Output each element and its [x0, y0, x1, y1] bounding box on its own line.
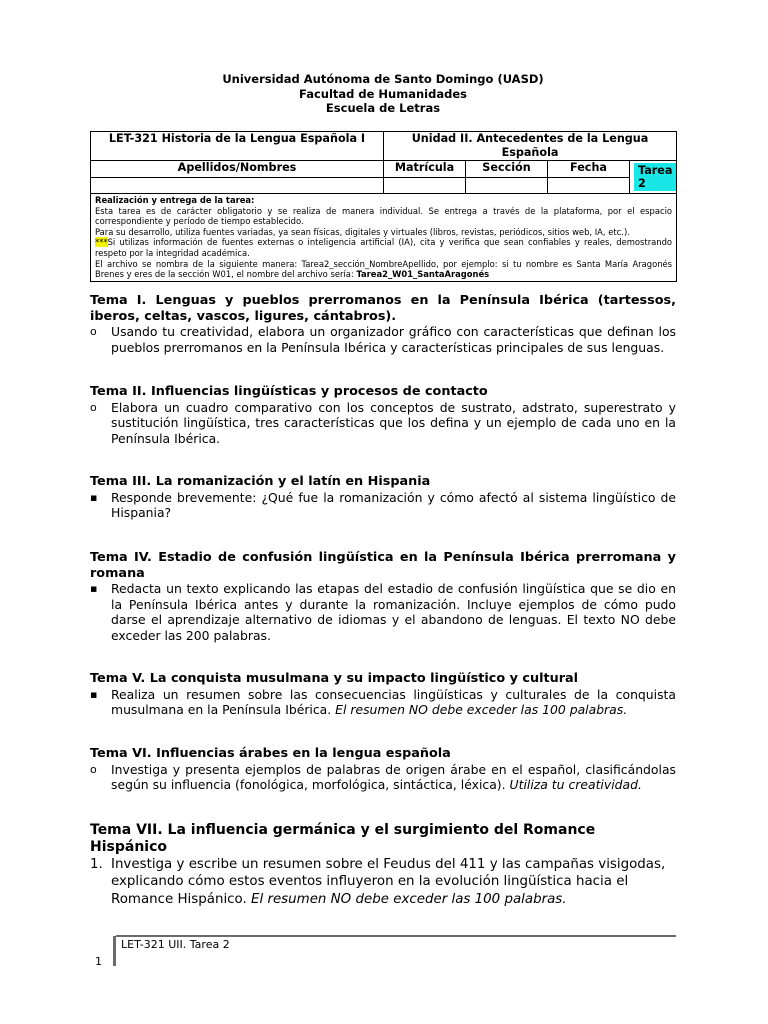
filename-example: Tarea2_W01_SantaAragonés: [356, 269, 490, 280]
document-header: [90, 72, 676, 116]
tarea-badge: Tarea 2: [634, 163, 676, 191]
instructions-line-4: [95, 259, 672, 280]
item-note: Utiliza tu creatividad.: [509, 777, 642, 792]
instructions-cell: [91, 194, 677, 282]
list-item: [90, 762, 676, 793]
footer-label: LET-321 UII. Tarea 2: [121, 938, 230, 951]
item-note: El resumen NO debe exceder las 100 palabras.: [251, 891, 567, 907]
item-text: Responde brevemente: ¿Qué fue la romanización y cómo afectó al sistema lingüístico de Hispania?: [111, 489, 676, 520]
item-note: El resumen NO debe exceder las 100 palabras.: [335, 702, 628, 717]
tema-title: Tema VI. Influencias árabes en la lengua española: [90, 746, 451, 761]
seccion-header: Sección: [466, 161, 548, 178]
faculty-name: Facultad de Humanidades: [299, 86, 467, 101]
item-text: Investiga y escribe un resumen sobre el Feudus del 411 y las campañas visigodas, explicando cómo estos eventos influyeron en la evolución lingüística hacia el Romance Hispánico.: [111, 857, 666, 907]
square-bullet-icon: ▪: [90, 582, 98, 595]
tema-title: Tema V. La conquista musulmana y su impacto lingüístico y cultural: [90, 671, 579, 686]
list-item: [90, 490, 676, 521]
instructions-title: Realización y entrega de la tarea:: [95, 195, 255, 205]
hollow-bullet-icon: o: [90, 325, 97, 338]
fecha-field[interactable]: [548, 178, 630, 194]
info-table: [90, 131, 677, 282]
tema-title: Tema VII. La influencia germánica y el surgimiento del Romance Hispánico: [90, 822, 596, 855]
fecha-header: Fecha: [548, 161, 630, 178]
tema-1: [90, 293, 676, 355]
instructions-line-4-text: El archivo se nombra de la siguiente manera: Tarea2_sección_NombreApellido, por ejemplo: si tu nombre es Santa María Aragonés Brenes y eres de la sección W01, el nombre del archivo sería:: [95, 258, 673, 280]
footer-bar: [113, 936, 116, 966]
tema-7: [90, 822, 676, 908]
tema-title: Tema III. La romanización y el latín en Hispania: [90, 474, 431, 489]
matricula-header: Matrícula: [384, 161, 466, 178]
square-bullet-icon: ▪: [90, 490, 98, 504]
seccion-field[interactable]: [466, 178, 548, 194]
list-item: [90, 687, 676, 718]
square-bullet-icon: ▪: [90, 687, 98, 701]
tema-4: [90, 550, 676, 643]
hollow-bullet-icon: o: [90, 762, 97, 776]
list-item: [90, 856, 676, 908]
names-header: Apellidos/Nombres: [91, 161, 384, 178]
tema-5: [90, 671, 676, 718]
hollow-bullet-icon: o: [90, 400, 97, 414]
instructions-line-2: Para su desarrollo, utiliza fuentes variadas, ya sean físicas, digitales y virtuales (libros, revistas, periódicos, sitios web, IA, etc.).: [95, 226, 630, 237]
tema-2: [90, 384, 676, 446]
item-text: Investiga y presenta ejemplos de palabras de origen árabe en el español, clasificándolas según su influencia (fonológica, morfológica, sintáctica, léxica).: [111, 761, 676, 792]
school-name: Escuela de Letras: [325, 101, 441, 115]
instructions-line-3-text: Si utilizas información de fuentes externas o inteligencia artificial (IA), cita y verifica que sean confiables y reales, demostrando respeto por la integridad académica.: [95, 237, 673, 258]
tema-title: Tema IV. Estadio de confusión lingüística en la Península Ibérica prerromana y romana: [90, 550, 676, 581]
university-name: Universidad Autónoma de Santo Domingo (UASD): [222, 72, 544, 86]
tarea-cell: [630, 161, 677, 194]
course-title: LET-321 Historia de la Lengua Española I: [91, 132, 384, 161]
list-item: [90, 324, 676, 355]
item-text: Redacta un texto explicando las etapas del estadio de confusión lingüística que se dio en la Península Ibérica antes y durante la romanización. Incluye ejemplos de cómo pudo darse el aprendizaje alternativo de idiomas y el abandono de lenguas. El texto NO debe exceder las 200 palabras.: [111, 581, 676, 643]
tema-title: Tema II. Influencias lingüísticas y procesos de contacto: [90, 384, 488, 399]
instructions-line-3: [95, 237, 672, 258]
tema-title: Tema I. Lenguas y pueblos prerromanos en la Península Ibérica (tartessos, iberos, celtas, vascos, ligures, cántabros).: [90, 293, 676, 324]
tema-6: [90, 746, 676, 793]
item-text: Usando tu creatividad, elabora un organizador gráfico con características que definan los pueblos prerromanos en la Península Ibérica y características principales de sus lenguas.: [111, 324, 676, 355]
matricula-field[interactable]: [384, 178, 466, 194]
instructions-line-1: Esta tarea es de carácter obligatorio y se realiza de manera individual. Se entrega a través de la plataforma, por el espacio correspondiente y período de tiempo establecido.: [95, 205, 673, 227]
list-number: 1.: [90, 857, 103, 872]
unit-title: Unidad II. Antecedentes de la Lengua Española: [384, 132, 677, 161]
footer-divider: [116, 935, 676, 937]
names-field[interactable]: [91, 178, 384, 194]
item-text: Realiza un resumen sobre las consecuencias lingüísticas y culturales de la conquista musulmana en la Península Ibérica.: [111, 686, 676, 717]
page-number: 1: [95, 955, 102, 968]
list-item: [90, 581, 676, 643]
tema-3: [90, 474, 676, 521]
highlight-mark: ***: [95, 237, 108, 248]
item-text: Elabora un cuadro comparativo con los conceptos de sustrato, adstrato, superestrato y sustitución lingüística, tres características que los defina y un ejemplo de cada uno en la Península Ibérica.: [111, 399, 676, 446]
list-item: [90, 400, 676, 447]
